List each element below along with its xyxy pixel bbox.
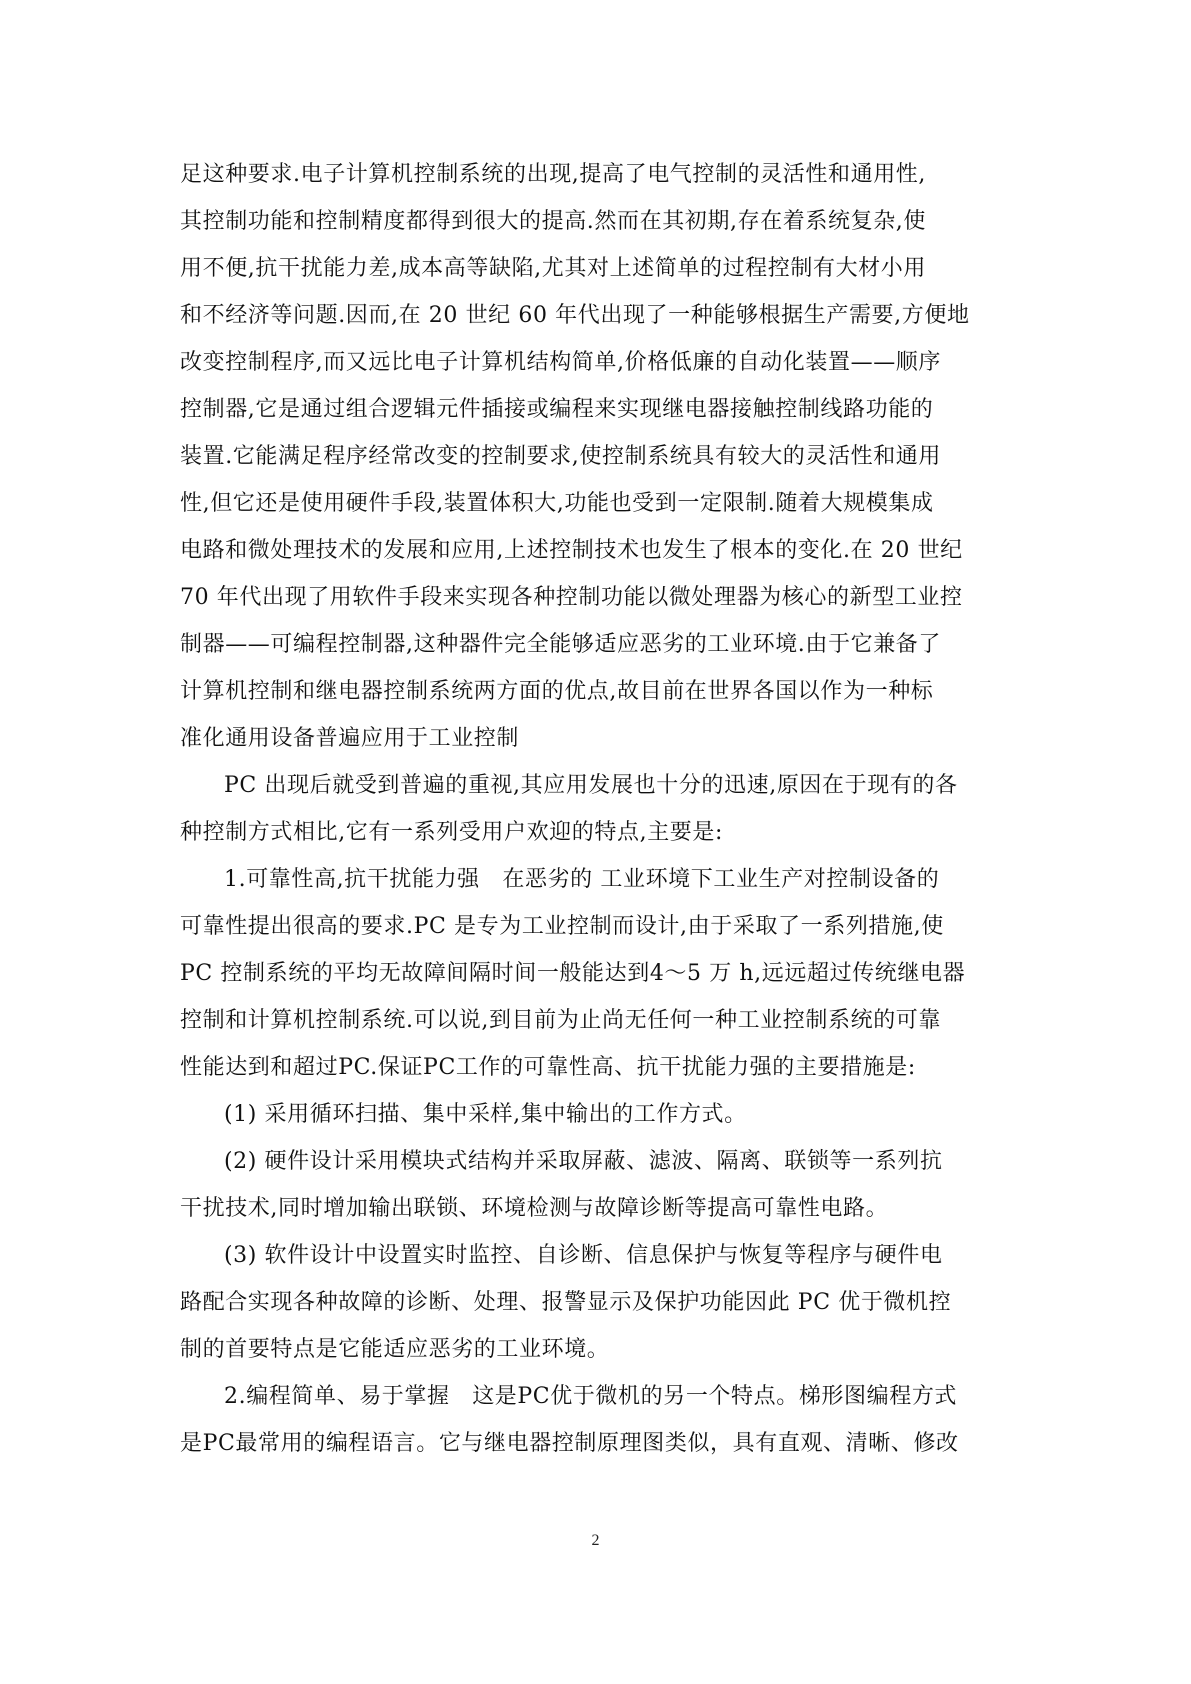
text-line: 制的首要特点是它能适应恶劣的工业环境。 bbox=[180, 1337, 610, 1362]
text-line: 计算机控制和继电器控制系统两方面的优点,故目前在世界各国以作为一种标 bbox=[180, 679, 934, 704]
text-line: 可靠性提出很高的要求.PC 是专为工业控制而设计,由于采取了一系列措施,使 bbox=[180, 914, 944, 939]
text-line: 足这种要求.电子计算机控制系统的出现,提高了电气控制的灵活性和通用性, bbox=[180, 162, 926, 187]
text-line: 改变控制程序,而又远比电子计算机结构简单,价格低廉的自动化装置——顺序 bbox=[180, 350, 941, 375]
text-line: 70 年代出现了用软件手段来实现各种控制功能以微处理器为核心的新型工业控 bbox=[180, 585, 963, 610]
text-line: (3) 软件设计中设置实时监控、自诊断、信息保护与恢复等程序与硬件电 bbox=[224, 1243, 943, 1268]
page-number: 2 bbox=[591, 1532, 600, 1549]
text-line: 用不便,抗干扰能力差,成本高等缺陷,尤其对上述简单的过程控制有大材小用 bbox=[180, 256, 926, 281]
text-line: PC 出现后就受到普遍的重视,其应用发展也十分的迅速,原因在于现有的各 bbox=[224, 773, 958, 798]
text-line: (1) 采用循环扫描、集中采样,集中输出的工作方式。 bbox=[224, 1102, 747, 1127]
text-line: 制器——可编程控制器,这种器件完全能够适应恶劣的工业环境.由于它兼备了 bbox=[180, 632, 941, 657]
text-line: PC 控制系统的平均无故障间隔时间一般能达到4～5 万 h,远远超过传统继电器 bbox=[180, 961, 966, 986]
text-line: 装置.它能满足程序经常改变的控制要求,使控制系统具有较大的灵活性和通用 bbox=[180, 444, 941, 469]
text-line: 控制和计算机控制系统.可以说,到目前为止尚无任何一种工业控制系统的可靠 bbox=[180, 1008, 941, 1033]
text-line: 1.可靠性高,抗干扰能力强 在恶劣的 工业环境下工业生产对控制设备的 bbox=[224, 867, 940, 892]
text-line: (2) 硬件设计采用模块式结构并采取屏蔽、滤波、隔离、联锁等一系列抗 bbox=[224, 1149, 943, 1174]
text-line: 种控制方式相比,它有一系列受用户欢迎的特点,主要是: bbox=[180, 820, 723, 845]
text-line: 准化通用设备普遍应用于工业控制 bbox=[180, 726, 520, 751]
text-line: 干扰技术,同时增加输出联锁、环境检测与故障诊断等提高可靠性电路。 bbox=[180, 1196, 889, 1221]
text-line: 性,但它还是使用硬件手段,装置体积大,功能也受到一定限制.随着大规模集成 bbox=[180, 491, 934, 516]
text-line: 性能达到和超过PC.保证PC工作的可靠性高、抗干扰能力强的主要措施是: bbox=[180, 1055, 916, 1080]
text-line: 电路和微处理技术的发展和应用,上述控制技术也发生了根本的变化.在 20 世纪 bbox=[180, 538, 963, 563]
text-line: 其控制功能和控制精度都得到很大的提高.然而在其初期,存在着系统复杂,使 bbox=[180, 209, 926, 234]
text-line: 和不经济等问题.因而,在 20 世纪 60 年代出现了一种能够根据生产需要,方便地 bbox=[180, 303, 970, 328]
text-line: 2.编程简单、易于掌握 这是PC优于微机的另一个特点。梯形图编程方式 bbox=[224, 1384, 958, 1409]
text-line: 路配合实现各种故障的诊断、处理、报警显示及保护功能因此 PC 优于微机控 bbox=[180, 1290, 952, 1315]
text-line: 控制器,它是通过组合逻辑元件插接或编程来实现继电器接触控制线路功能的 bbox=[180, 397, 934, 422]
text-line: 是PC最常用的编程语言。它与继电器控制原理图类似，具有直观、清晰、修改 bbox=[180, 1431, 959, 1456]
